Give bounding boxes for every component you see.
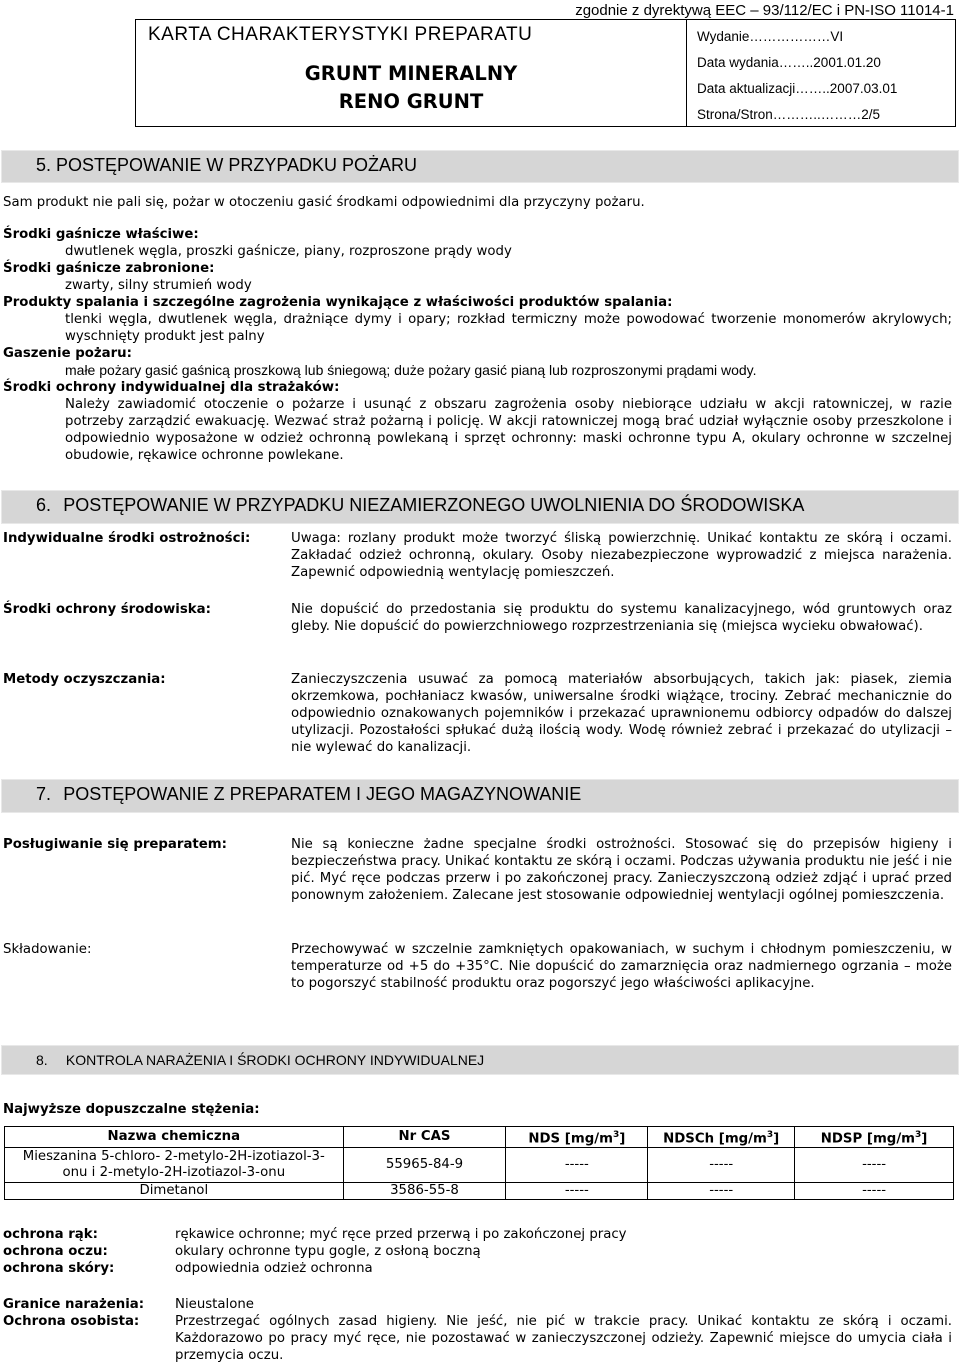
table-cell: -----: [506, 1183, 648, 1200]
col-header-ndsp: NDSP $[mg/m^3]$: [795, 1127, 954, 1148]
section8-number: 8.: [36, 1052, 48, 1068]
protection-label: ochrona oczu:: [3, 1244, 108, 1259]
update-date: Data aktualizacji……..2007.03.01: [697, 81, 898, 96]
section7-text-2: Przechowywać w szczelnie zamkniętych opakowaniach, w suchym i chłodnym pomieszczeniu, w temperaturze od +5 do +35°C. Nie dopuścić do zamarznięcia oraz nadmiernego ogrzania – może to pogorszyć stabilność produktu oraz pogorszyć jego właściwości aplikacyjne.: [291, 942, 952, 991]
protection-text: rękawice ochronne; myć ręce przed przerwą i po zakończonej pracy: [175, 1227, 627, 1242]
protection-text: okulary ochronne typu gogle, z osłoną boczną: [175, 1244, 481, 1259]
col-header-nds: NDS $[mg/m^3]$: [506, 1127, 648, 1148]
section5-heading-1: Środki gaśnicze właściwe:: [3, 227, 199, 242]
section6-number: 6.: [36, 495, 52, 515]
section5-title: 5. POSTĘPOWANIE W PRZYPADKU POŻARU: [36, 155, 418, 175]
product-name: [136, 60, 686, 116]
edition: Wydanie………………VI: [697, 29, 844, 44]
limits-heading-wrap: [3, 1101, 952, 1118]
table-cell: 55965-84-9: [343, 1148, 506, 1183]
section5-text-5: Należy zawiadomić otoczenie o pożarze i usunąć z obszaru zagrożenia osoby niebiorące udziału w akcji ratowniczej, w razie potrzeby zarządzić ewakuację. Wezwać straż pożarną i policję. W akcji ratowniczej mogą brać udział wyłącznie osoby przeszkolone i odpowiednio wyposażone w odzież ochronną powlekaną i sprzęt ochronny: maski ochronne typu A, okulary ochronne w szczelnej obudowie, rękawice ochronne powlekane.: [65, 397, 952, 463]
section5-text-2: zwarty, silny strumień wody: [65, 278, 252, 293]
section7-label-1: Posługiwanie się preparatem:: [3, 837, 227, 852]
personal-label: Ochrona osobista:: [3, 1314, 140, 1329]
issue-date: Data wydania……..2001.01.20: [697, 55, 881, 70]
table-cell: -----: [795, 1148, 954, 1183]
table-cell: -----: [648, 1148, 795, 1183]
section5-text-3: tlenki węgla, dwutlenek węgla, drażniące dymy i opary; rozkład termiczny może powodować tworzenie monomerów akrylowych; wyschnięty produkt jest palny: [65, 312, 952, 344]
exposure-label: Granice narażenia:: [3, 1297, 145, 1312]
section5-content: [3, 194, 952, 464]
document-header: [135, 19, 956, 127]
table-row: [5, 1183, 954, 1200]
exposure-text: Nieustalone: [175, 1297, 254, 1312]
protection-text: odpowiednia odzież ochronna: [175, 1261, 373, 1276]
table-header-row: [5, 1127, 954, 1148]
table-cell: -----: [795, 1183, 954, 1200]
section5-text-1: dwutlenek węgla, proszki gaśnicze, piany, rozproszone prądy wody: [65, 244, 512, 259]
section5-intro: Sam produkt nie pali się, pożar w otoczeniu gasić środkami odpowiednimi dla przyczyny pożaru.: [3, 195, 645, 210]
section6-label-2: Środki ochrony środowiska:: [3, 602, 211, 617]
card-title: KARTA CHARAKTERYSTYKI PREPARATU: [148, 24, 533, 45]
table-cell: Mieszanina 5-chloro- 2-metylo-2H-izotiazol-3-onu i 2-metylo-2H-izotiazol-3-onu: [5, 1148, 344, 1183]
table-cell: 3586-55-8: [343, 1183, 506, 1200]
page-number: Strona/Stron………..………2/5: [697, 107, 881, 122]
section5-bar: [1, 150, 959, 183]
limits-heading: Najwyższe dopuszczalne stężenia:: [3, 1102, 260, 1117]
section6-bar: [1, 490, 959, 524]
table-cell: -----: [648, 1183, 795, 1200]
product-name-line2: RENO GRUNT: [338, 90, 484, 113]
section7-number: 7.: [36, 784, 52, 804]
table-row: [5, 1148, 954, 1183]
section7-title: POSTĘPOWANIE Z PREPARATEM I JEGO MAGAZYNOWANIE: [63, 784, 582, 804]
section7-text-1: Nie są konieczne żadne specjalne środki ostrożności. Stosować się do przepisów higieny i bezpieczeństwa pracy. Unikać kontaktu ze skórą i oczami. Podczas używania produktu nie jeść i nie pić. Myć ręce podczas przerw i po zakończonej pracy. Zanieczyszczoną odzież zdjąć i uprać przed ponownym założeniem. Zalecane jest stosowanie odpowiedniej wentylacji ogólnej pomieszczenia.: [291, 837, 952, 903]
section6-label-1: Indywidualne środki ostrożności:: [3, 531, 251, 546]
col-header-cas: Nr CAS: [343, 1127, 506, 1148]
protection-label: ochrona skóry:: [3, 1261, 115, 1276]
exposure-limits-table: [4, 1126, 954, 1200]
col-header-ndsch: NDSCh $[mg/m^3]$: [648, 1127, 795, 1148]
section7-bar: [1, 779, 959, 813]
section5-heading-3: Produkty spalania i szczególne zagrożenia wynikające z właściwości produktów spalania:: [3, 295, 673, 310]
col-header-name: Nazwa chemiczna: [5, 1127, 344, 1148]
section5-heading-5: Środki ochrony indywidualnej dla strażaków:: [3, 380, 340, 395]
section6-text-2: Nie dopuścić do przedostania się produktu do systemu kanalizacyjnego, wód gruntowych oraz gleby. Nie dopuścić do powierzchniowego rozprzestrzeniania się (miejsca wycieku obwałować).: [291, 602, 952, 634]
table-cell: -----: [506, 1148, 648, 1183]
table-cell: Dimetanol: [5, 1183, 344, 1200]
section5-heading-2: Środki gaśnicze zabronione:: [3, 261, 215, 276]
section7-label-2: Składowanie:: [3, 942, 92, 957]
product-name-line1: GRUNT MINERALNY: [304, 62, 518, 85]
header-title-cell: [136, 20, 687, 126]
section5-heading-4: Gaszenie pożaru:: [3, 346, 132, 361]
directive-note: zgodnie z dyrektywą EEC – 93/112/EC i PN-ISO 11014-1: [575, 2, 954, 19]
section6-text-1: Uwaga: rozlany produkt może tworzyć śliską powierzchnię. Unikać kontaktu ze skórą i oczami. Zakładać odzież ochronną, okulary. Osoby niezabezpieczone wyprowadzić z miejsca narażenia. Zapewnić odpowiednią wentylację pomieszczeń.: [291, 531, 952, 580]
section8-bar: [1, 1045, 959, 1075]
section6-text-3: Zanieczyszczenia usuwać za pomocą materiałów absorbujących, takich jak: piasek, ziemia okrzemkowa, pochłaniacz kwasów, uniwersalne środki wiążące, trociny. Zebrać mechanicznie do odpowiednio oznakowanych pojemników i przekazać uprawnionemu odbiorcy odpadów do dalszej utylizacji. Pozostałości spłukać dużą ilością wody. Wodę również zebrać i przekazać do utylizacji – nie wylewać do kanalizacji.: [291, 672, 952, 755]
protection-label: ochrona rąk:: [3, 1227, 98, 1242]
personal-text: Przestrzegać ogólnych zasad higieny. Nie jeść, nie pić w trakcie pracy. Unikać kontaktu ze skórą i oczami. Każdorazowo po pracy myć ręce, nie pozostawać w zanieczyszczonej odzieży. Zapewnić miejsce do umycia ciała i przemycia oczu.: [175, 1314, 952, 1363]
header-meta-cell: [687, 20, 955, 126]
section6-label-3: Metody oczyszczania:: [3, 672, 166, 687]
section5-text-4: małe pożary gasić gaśnicą proszkową lub śniegową; duże pożary gasić pianą lub rozproszonymi prądami wody.: [65, 362, 757, 378]
section6-title: POSTĘPOWANIE W PRZYPADKU NIEZAMIERZONEGO UWOLNIENIA DO ŚRODOWISKA: [63, 495, 805, 515]
section8-title: KONTROLA NARAŻENIA I ŚRODKI OCHRONY INDYWIDUALNEJ: [65, 1052, 485, 1068]
